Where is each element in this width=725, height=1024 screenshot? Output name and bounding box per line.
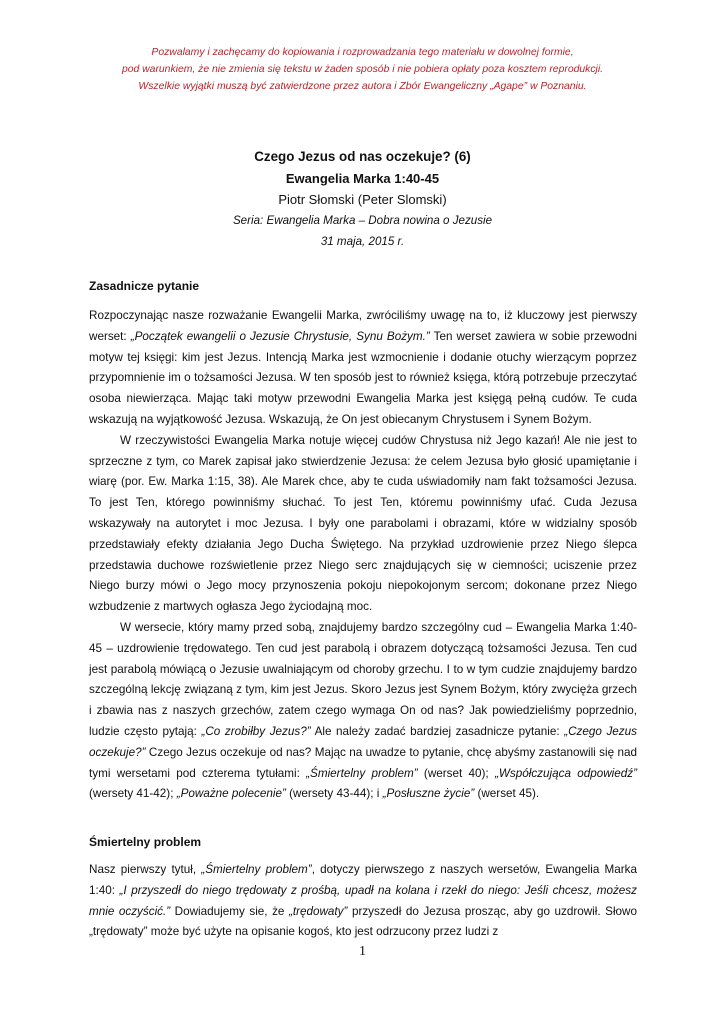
section-heading: Śmiertelny problem bbox=[89, 835, 202, 849]
section-heading: Zasadnicze pytanie bbox=[89, 279, 200, 293]
document-subtitle: Ewangelia Marka 1:40-45 bbox=[285, 171, 440, 186]
text-run: (wersety 43-44); i bbox=[285, 787, 383, 801]
text-run: Czego Jezus oczekuje od nas? Mając na uwadze to pytanie, chcę abyśmy zastanowili się nad tymi wersetami pod czterema tytułami: bbox=[89, 745, 637, 780]
copyright-notice bbox=[60, 44, 665, 95]
section-2 bbox=[89, 832, 637, 943]
document-series: Seria: Ewangelia Marka – Dobra nowina o Jezusie bbox=[232, 214, 493, 227]
text-run: Ten werset zawiera w sobie przewodni motyw tej księgi: kim jest Jezus. Intencją Marka jest wzmocnienie i dodanie otuchy wierzącym poprzez przypomnienie im o tożsamości Jezusa. W ten sposób jest to również księga, którą potrzebuje przeczytać osoba niewierząca. Mając taki motyw przewodni Ewangelia Marka jest księgą pełną cudów. Te cuda wskazują na wyjątkowość Jezusa. Wskazują, że On jest obiecanym Chrystusem i Synem Bożym. bbox=[89, 329, 638, 426]
quote: „Śmiertelny problem” bbox=[306, 766, 418, 780]
page-number: 1 bbox=[359, 944, 366, 959]
notice-line-1: Pozwalamy i zachęcamy do kopiowania i rozprowadzania tego materiału w dowolnej formie, bbox=[151, 47, 574, 58]
paragraph bbox=[89, 306, 637, 431]
notice-line-3: Wszelkie wyjątki muszą być zatwierdzone przez autora i Zbór Ewangeliczny „Agape” w Poznaniu. bbox=[138, 81, 587, 92]
text-run: Rozpoczynając nasze rozważanie Ewangelii Marka, zwróciliśmy uwagę na to, iż kluczowy jest pierwszy werset: bbox=[89, 309, 637, 343]
quote: „Czego Jezus oczekuje?” bbox=[89, 724, 637, 759]
text-run: Ale należy zadać bardziej zasadnicze pytanie: bbox=[310, 724, 565, 738]
quote: „Śmiertelny problem” bbox=[201, 863, 312, 876]
text-run: (werset 45). bbox=[474, 787, 540, 801]
quote: „Poważne polecenie” bbox=[176, 787, 286, 801]
paragraph bbox=[89, 860, 637, 943]
quote: „Początek ewangelii o Jezusie Chrystusie, Synu Bożym.” bbox=[130, 329, 430, 343]
notice-line-2: pod warunkiem, że nie zmienia się tekstu w żaden sposób i nie pobiera opłaty poza kosztem reprodukcji. bbox=[121, 64, 604, 75]
document-header bbox=[60, 146, 665, 253]
quote: „Posłuszne życie” bbox=[382, 787, 475, 801]
text-run: (werset 40); bbox=[417, 766, 495, 780]
paragraph: W rzeczywistości Ewangelia Marka notuje więcej cudów Chrystusa niż Jego kazań! Ale nie jest to sprzeczne z tym, co Marek zapisał jako stwierdzenie Jezusa: że celem Jezusa było głosić upamiętanie i wiarę (por. Ew. Marka 1:15, 38). Ale Marek chce, aby te cuda uświadomiły nam fakt tożsamości Jezusa. To jest Ten, którego powinniśmy słuchać. To jest Ten, któremu powinniśmy ufać. Cuda Jezusa wskazywały na autorytet i moc Jezusa. I były one parabolami i obrazami, które w widzialny sposób przedstawiały efekty działania Jego Ducha Świętego. Na przykład uzdrowienie przez Niego ślepca przedstawia duchowe rozświetlenie przez Niego serc znajdujących się w ciemności; uciszenie przez Niego burzy mówi o Jego mocy przynoszenia pokoju niepokojonym sercom; dokonane przez Niego wzbudzenie z martwych ogłasza Jego życiodajną moc. bbox=[89, 433, 637, 614]
text-run: Dowiadujemy sie, że bbox=[170, 904, 289, 918]
document-title: Czego Jezus od nas oczekuje? (6) bbox=[254, 149, 471, 164]
text-run: Nasz pierwszy tytuł, bbox=[89, 863, 202, 876]
text-run: , dotyczy pierwszego z naszych wersetów, Ewangelia Marka 1:40: bbox=[89, 863, 637, 897]
section-1 bbox=[89, 276, 637, 805]
quote: „Współczująca odpowiedź” bbox=[494, 766, 637, 780]
text-run: przyszedł do Jezusa prosząc, aby go uzdrowił. Słowo „trędowaty” może być użyte na opisanie kogoś, kto jest odrzucony przez ludzi z bbox=[89, 904, 637, 939]
quote: „trędowaty” bbox=[288, 904, 348, 918]
quote: „I przyszedł do niego trędowaty z prośbą, upadł na kolana i rzekł do niego: Jeśli chcesz, możesz mnie oczyścić.” bbox=[89, 883, 637, 918]
text-run: (wersety 41-42); bbox=[89, 787, 177, 801]
text-run: W wersecie, który mamy przed sobą, znajdujemy bardzo szczególny cud – Ewangelia Marka 1:40-45 – uzdrowienie trędowatego. Ten cud jest parabolą i obrazem dotyczącą tożsamości Jezusa. Ten cud jest parabolą mówiącą o Jezusie uwalniającym od choroby grzechu. I to w tym cudzie znajdujemy bardzo szczególną lekcję związaną z tym, kim jest Jezus. Skoro Jezus jest Synem Bożym, który zwycięża grzech i zbawia nas z naszych grzechów, zatem czego wymaga On od nas? Jak powiedzieliśmy poprzednio, ludzie często pytają: bbox=[89, 620, 637, 738]
document-date: 31 maja, 2015 r. bbox=[320, 235, 405, 248]
paragraph bbox=[89, 618, 637, 805]
quote: „Co zrobiłby Jezus?” bbox=[201, 724, 311, 738]
document-author: Piotr Słomski (Peter Slomski) bbox=[278, 192, 447, 207]
